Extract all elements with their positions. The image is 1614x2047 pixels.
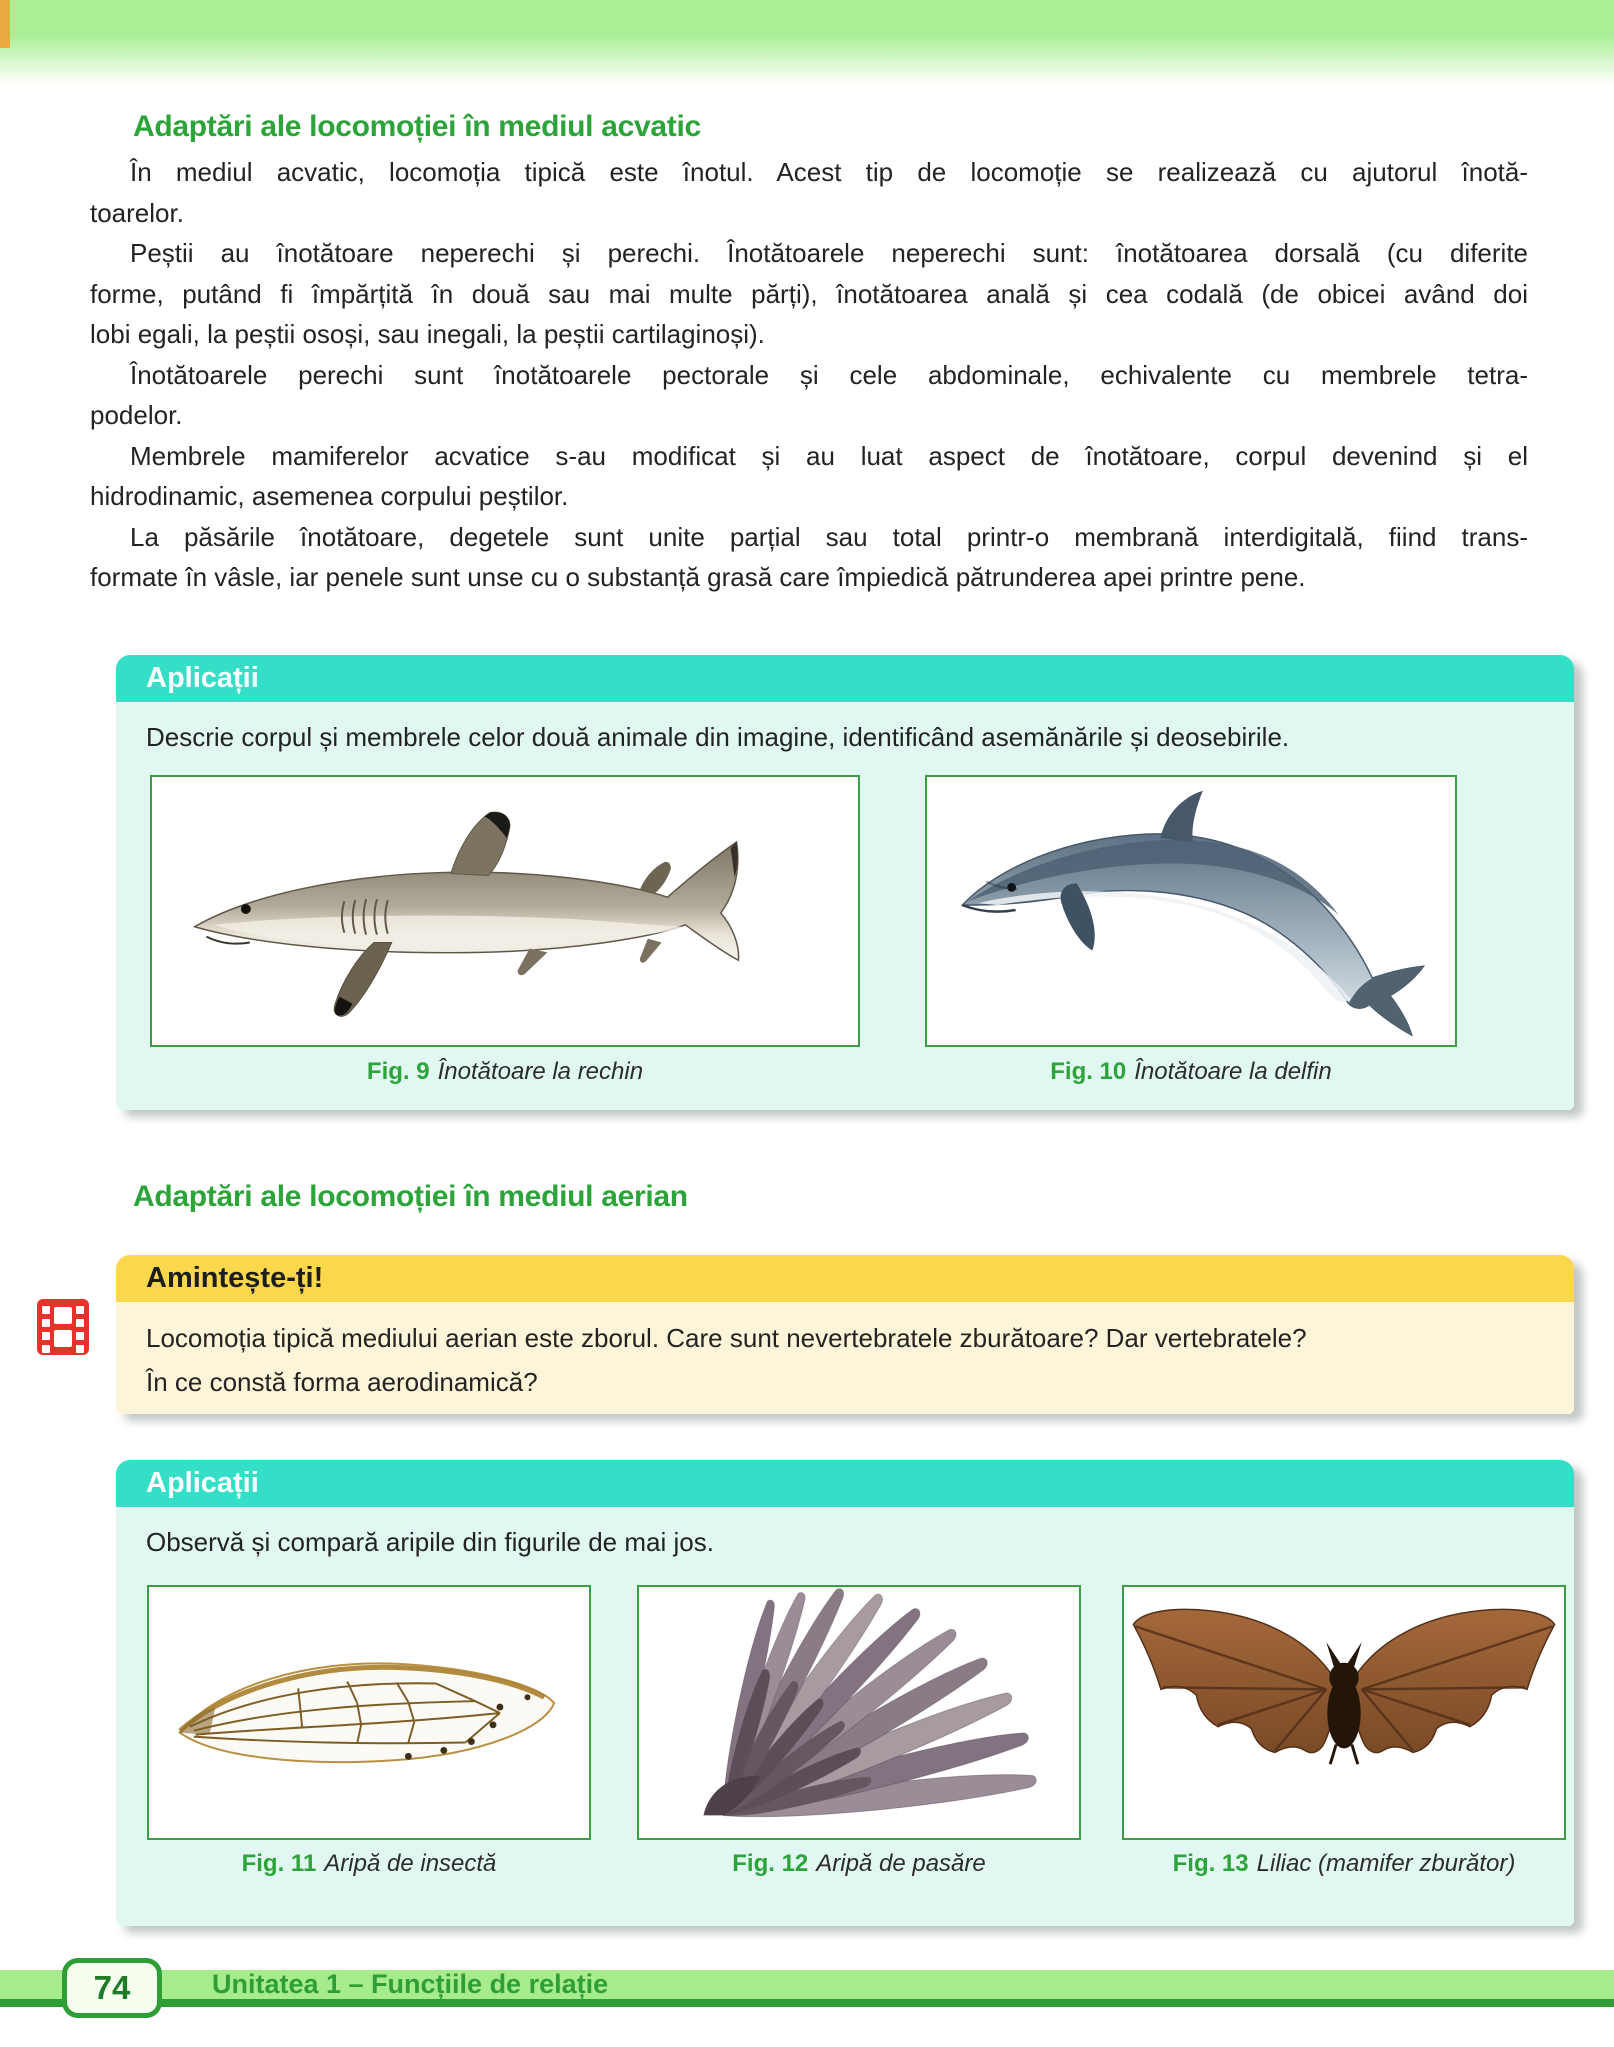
figure-caption (1122, 1850, 1566, 1878)
paragraph-line: podelor. (90, 400, 183, 430)
figure-caption-text: Aripă de insectă (324, 1850, 497, 1877)
figure-label: Fig. 12 (732, 1850, 809, 1877)
figure-image-bat (1122, 1585, 1566, 1840)
applications-header: Aplicații (116, 655, 1574, 702)
applications-instruction: Observă și compară aripile din figurile de mai jos. (146, 1527, 714, 1557)
paragraph-line: forme, putând fi împărțită în două sau mai multe părți), înotătoarea anală și cea codală (de obicei având doi (90, 278, 1528, 309)
applications-body (116, 1507, 1574, 1926)
insect-wing-illustration (149, 1587, 589, 1838)
applications-header: Aplicații (116, 1460, 1574, 1507)
page-top-gradient-bar (0, 0, 1614, 88)
applications-body (116, 702, 1574, 1110)
paragraph-line: Membrele mamiferelor acvatice s-au modificat și au luat aspect de înotătoare, corpul devenind și el (130, 440, 1528, 471)
figure-caption (150, 1058, 860, 1086)
remember-body (116, 1302, 1574, 1414)
page-edge-marker (0, 0, 10, 48)
figure-label: Fig. 11 (241, 1850, 317, 1877)
figure-image-bird-wing (637, 1585, 1081, 1840)
footer-unit-label: Unitatea 1 – Funcțiile de relație (212, 1969, 609, 1999)
film-icon[interactable] (35, 1297, 91, 1357)
shark-illustration (152, 777, 858, 1045)
figure-label: Fig. 13 (1172, 1850, 1249, 1877)
applications-instruction: Descrie corpul și membrele celor două animale din imagine, identificând asemănările și deosebirile. (146, 722, 1290, 752)
figure-caption (637, 1850, 1081, 1878)
paragraph-line: hidrodinamic, asemenea corpului peștilor. (90, 481, 569, 511)
applications-box-aerial (116, 1460, 1574, 1926)
bat-illustration (1124, 1587, 1564, 1838)
applications-box-aquatic (116, 655, 1574, 1110)
remember-line: În ce constă forma aerodinamică? (146, 1367, 538, 1397)
remember-box (116, 1255, 1574, 1414)
aquatic-body-text (90, 152, 1528, 598)
paragraph-line: În mediul acvatic, locomoția tipică este înotul. Acest tip de locomoție se realizează cu ajutorul înotă- (130, 157, 1528, 187)
section-title-aquatic: Adaptări ale locomoției în mediul acvatic (133, 110, 701, 143)
figure-label: Fig. 10 (1050, 1058, 1127, 1085)
figure-image-dolphin (925, 775, 1457, 1047)
bird-wing-illustration (639, 1587, 1079, 1838)
paragraph-line: La păsările înotătoare, degetele sunt unite parțial sau total printr-o membrană interdigitală, fiind trans- (130, 521, 1528, 552)
figure-caption-text: Înotătoare la rechin (437, 1058, 644, 1085)
figure-image-shark (150, 775, 860, 1047)
paragraph-line: toarelor. (90, 197, 184, 228)
figure-caption (925, 1058, 1457, 1086)
page-number-badge: 74 (62, 1958, 162, 2018)
figure-caption-text: Aripă de pasăre (816, 1850, 986, 1877)
paragraph-line: lobi egali, la peștii osoși, sau inegali, la peștii cartilaginoși). (90, 319, 765, 349)
dolphin-illustration (927, 777, 1455, 1045)
figure-caption (147, 1850, 591, 1878)
figure-caption-text: Înotătoare la delfin (1134, 1058, 1332, 1085)
remember-header: Amintește-ți! (116, 1255, 1574, 1302)
figure-label: Fig. 9 (366, 1058, 430, 1085)
paragraph-line: formate în vâsle, iar penele sunt unse cu o substanță grasă care împiedică pătrunderea apei printre pene. (90, 562, 1306, 592)
section-title-aerial: Adaptări ale locomoției în mediul aerian (133, 1180, 688, 1213)
figure-image-insect-wing (147, 1585, 591, 1840)
paragraph-line: Înotătoarele perechi sunt înotătoarele pectorale și cele abdominale, echivalente cu membrele tetra- (130, 359, 1528, 390)
remember-line: Locomoția tipică mediului aerian este zborul. Care sunt nevertebratele zburătoare? Dar vertebratele? (146, 1323, 1307, 1353)
paragraph-line: Peștii au înotătoare neperechi și perechi. Înotătoarele neperechi sunt: înotătoarea dorsală (cu diferite (130, 238, 1528, 268)
figure-caption-text: Liliac (mamifer zburător) (1256, 1850, 1516, 1877)
